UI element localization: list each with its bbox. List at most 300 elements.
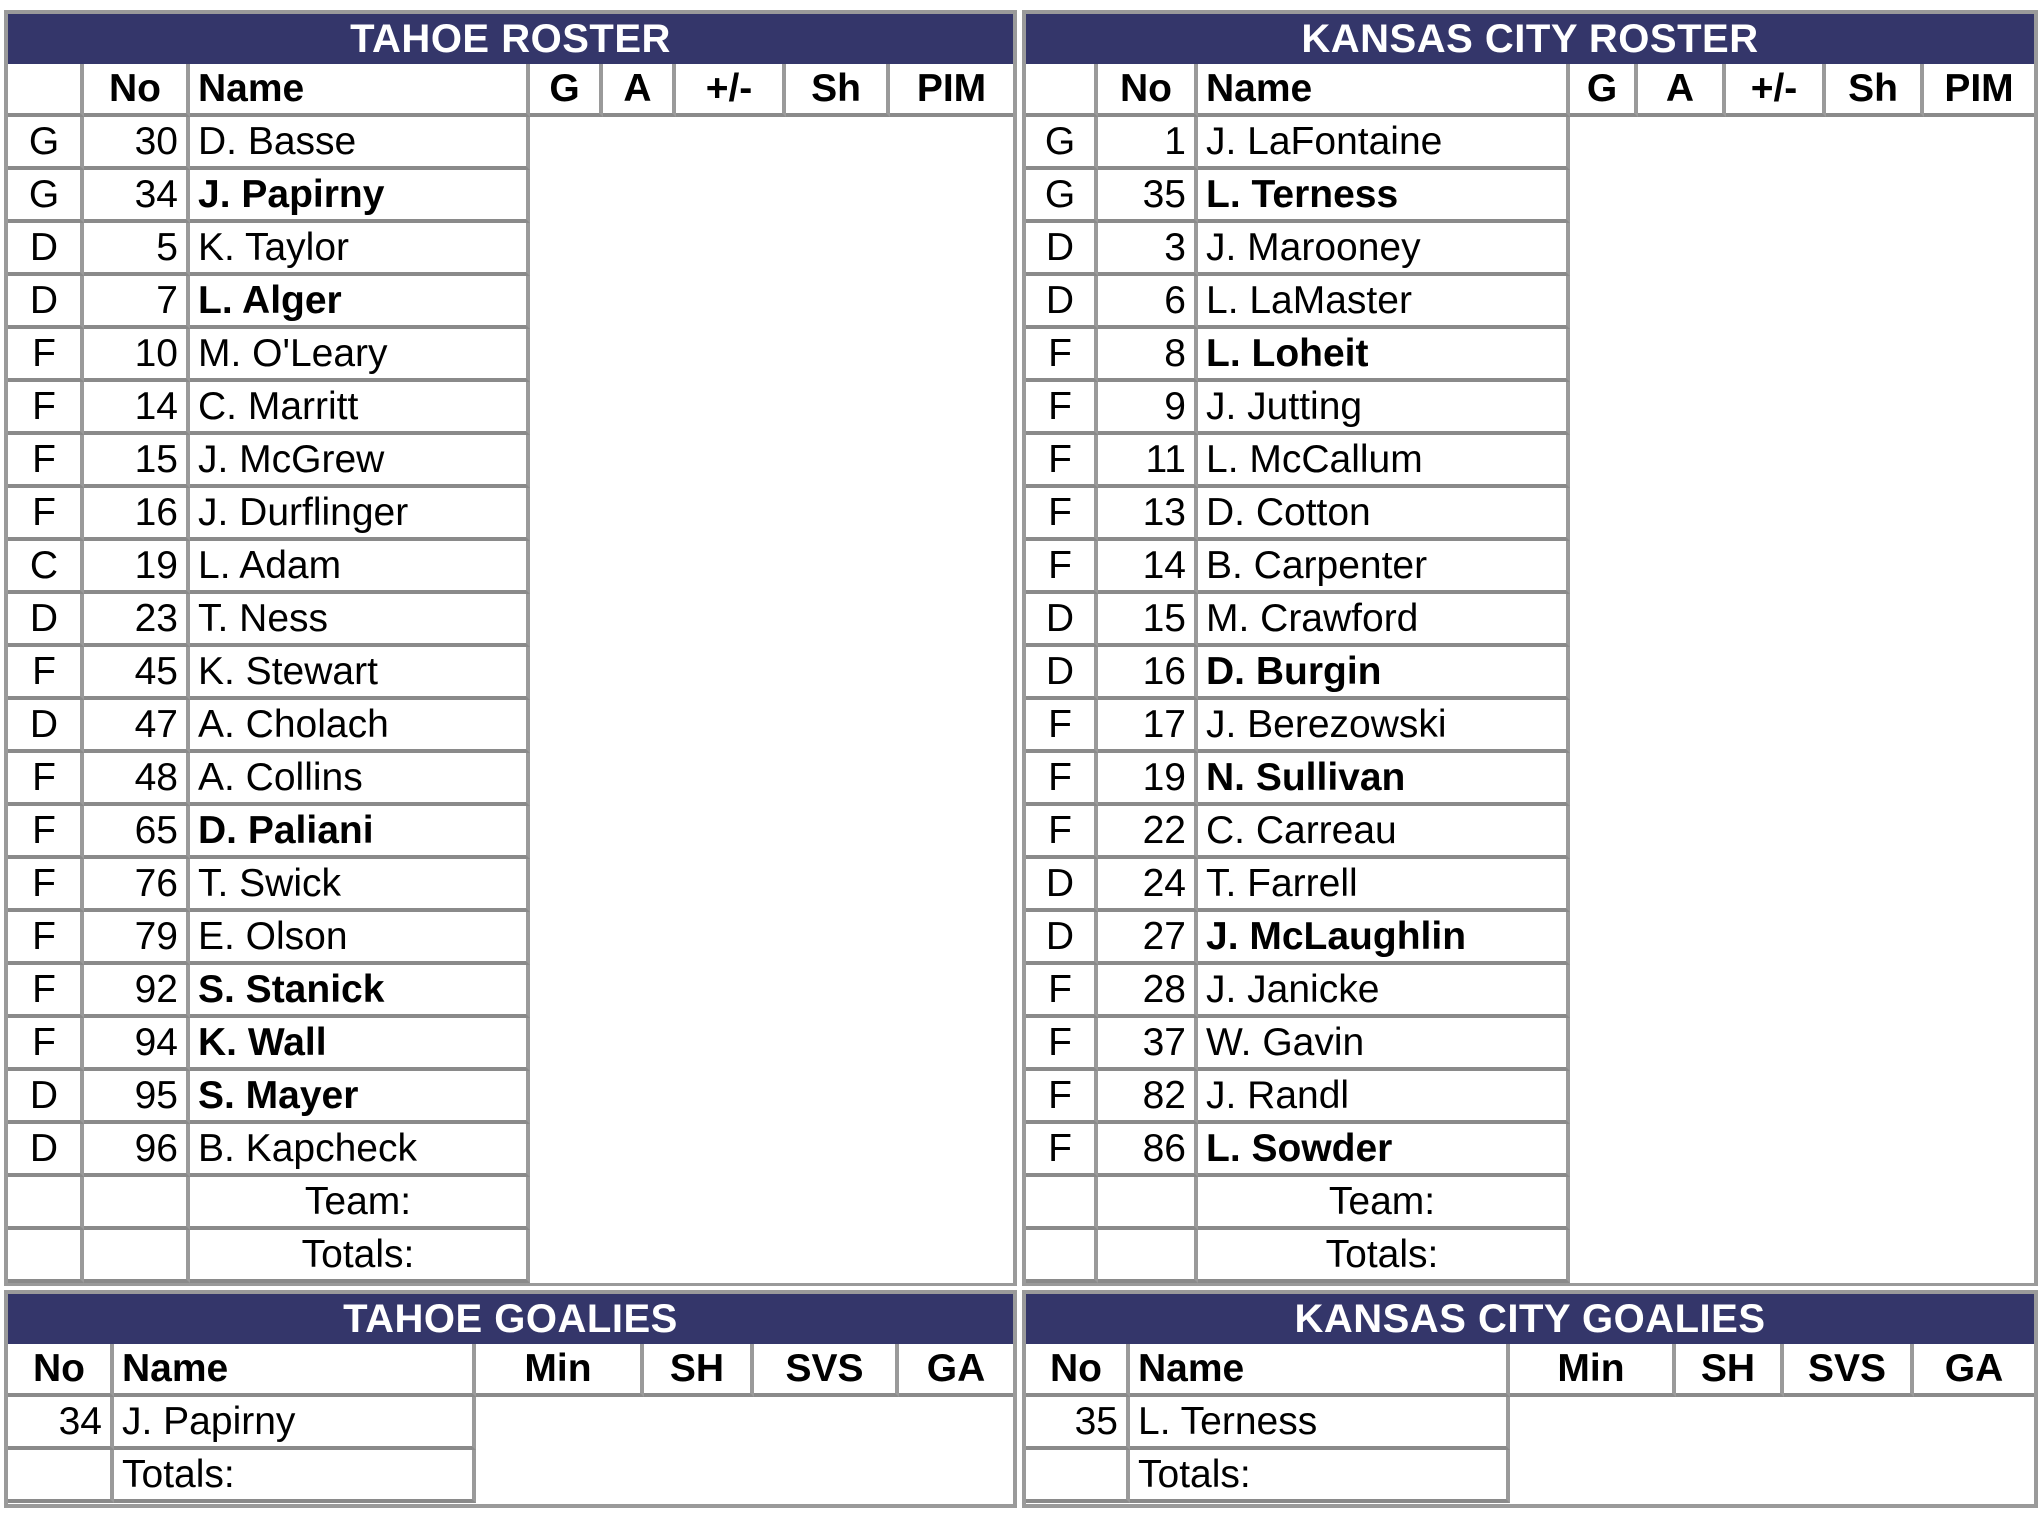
player-assists (603, 965, 676, 1018)
totals-row (8, 1230, 1013, 1283)
player-number: 24 (1098, 859, 1198, 912)
player-position: F (1026, 753, 1098, 806)
name-header: Name (1130, 1344, 1510, 1397)
saves-header: SVS (1784, 1344, 1914, 1397)
player-assists (1638, 382, 1726, 435)
player-shots (1826, 700, 1924, 753)
player-shots (786, 912, 890, 965)
player-assists (1638, 435, 1726, 488)
player-pim (890, 700, 1013, 753)
player-plus-minus (1726, 541, 1826, 594)
player-position: G (8, 170, 84, 223)
player-position: F (8, 488, 84, 541)
player-number: 23 (84, 594, 190, 647)
totals-label: Totals: (1130, 1450, 1510, 1503)
totals-shots (1676, 1450, 1784, 1503)
player-name: J. Randl (1198, 1071, 1570, 1124)
player-number: 8 (1098, 329, 1198, 382)
totals-goals (1570, 1230, 1638, 1283)
player-assists (603, 170, 676, 223)
tahoe-goalies-panel (4, 1290, 1017, 1508)
player-row (8, 435, 1013, 488)
player-plus-minus (676, 488, 786, 541)
pos-header (1026, 64, 1098, 117)
kc-roster-table (1026, 64, 2034, 1283)
player-position: F (1026, 700, 1098, 753)
kc-goalies-panel (1022, 1290, 2038, 1508)
player-number: 13 (1098, 488, 1198, 541)
player-shots (1826, 276, 1924, 329)
player-plus-minus (676, 594, 786, 647)
player-shots (1826, 117, 1924, 170)
player-goals (530, 594, 603, 647)
player-number: 92 (84, 965, 190, 1018)
name-header: Name (114, 1344, 476, 1397)
player-goals (530, 1071, 603, 1124)
no-header: No (1026, 1344, 1130, 1397)
kc-goalies-title: KANSAS CITY GOALIES (1026, 1294, 2034, 1344)
goalie-goals-against (899, 1397, 1013, 1450)
player-plus-minus (1726, 859, 1826, 912)
name-header: Name (1198, 64, 1570, 117)
player-shots (1826, 912, 1924, 965)
player-goals (530, 117, 603, 170)
player-shots (1826, 541, 1924, 594)
player-assists (603, 329, 676, 382)
empty-cell (1026, 1230, 1098, 1283)
player-name: K. Wall (190, 1018, 530, 1071)
player-pim (890, 382, 1013, 435)
player-name: C. Marritt (190, 382, 530, 435)
player-shots (786, 1018, 890, 1071)
assists-header: A (603, 64, 676, 117)
goalie-totals-row (1026, 1450, 2034, 1503)
player-name: C. Carreau (1198, 806, 1570, 859)
team-shots (1826, 1177, 1924, 1230)
goalie-totals-row (8, 1450, 1013, 1503)
player-number: 15 (1098, 594, 1198, 647)
totals-label: Totals: (190, 1230, 530, 1283)
no-header: No (8, 1344, 114, 1397)
player-goals (1570, 329, 1638, 382)
player-position: F (1026, 329, 1098, 382)
player-shots (786, 276, 890, 329)
minutes-header: Min (1510, 1344, 1676, 1397)
team-assists (1638, 1177, 1726, 1230)
player-goals (530, 223, 603, 276)
player-pim (890, 753, 1013, 806)
player-number: 47 (84, 700, 190, 753)
goalie-number: 34 (8, 1397, 114, 1450)
player-goals (1570, 276, 1638, 329)
player-goals (1570, 912, 1638, 965)
player-name: M. O'Leary (190, 329, 530, 382)
player-plus-minus (1726, 329, 1826, 382)
player-number: 22 (1098, 806, 1198, 859)
player-position: F (1026, 1124, 1098, 1177)
player-number: 19 (84, 541, 190, 594)
tahoe-roster-header-row (8, 64, 1013, 117)
player-goals (1570, 382, 1638, 435)
player-number: 7 (84, 276, 190, 329)
player-shots (1826, 1071, 1924, 1124)
player-row (8, 382, 1013, 435)
player-assists (603, 276, 676, 329)
player-plus-minus (676, 117, 786, 170)
player-plus-minus (1726, 594, 1826, 647)
goals-header: G (1570, 64, 1638, 117)
player-position: F (8, 912, 84, 965)
player-plus-minus (676, 329, 786, 382)
player-name: J. Berezowski (1198, 700, 1570, 753)
player-position: D (8, 276, 84, 329)
team-plus-minus (1726, 1177, 1826, 1230)
player-name: D. Cotton (1198, 488, 1570, 541)
player-name: J. McGrew (190, 435, 530, 488)
player-name: T. Swick (190, 859, 530, 912)
tahoe-goalies-header-row (8, 1344, 1013, 1397)
player-assists (603, 541, 676, 594)
player-shots (786, 1124, 890, 1177)
player-pim (1924, 117, 2034, 170)
player-plus-minus (676, 912, 786, 965)
player-assists (1638, 276, 1726, 329)
goalie-number: 35 (1026, 1397, 1130, 1450)
player-number: 95 (84, 1071, 190, 1124)
player-shots (1826, 594, 1924, 647)
kc-goalies-table (1026, 1344, 2034, 1503)
player-shots (786, 594, 890, 647)
player-position: F (1026, 1071, 1098, 1124)
goals-against-header: GA (899, 1344, 1013, 1397)
player-goals (1570, 170, 1638, 223)
player-number: 9 (1098, 382, 1198, 435)
player-plus-minus (1726, 753, 1826, 806)
player-plus-minus (676, 700, 786, 753)
player-assists (1638, 806, 1726, 859)
empty-cell (84, 1230, 190, 1283)
player-name: D. Basse (190, 117, 530, 170)
player-name: A. Collins (190, 753, 530, 806)
player-assists (603, 1124, 676, 1177)
player-shots (1826, 435, 1924, 488)
player-plus-minus (676, 806, 786, 859)
player-number: 65 (84, 806, 190, 859)
kc-roster-header-row (1026, 64, 2034, 117)
player-row (8, 1071, 1013, 1124)
shots-header: SH (1676, 1344, 1784, 1397)
minutes-header: Min (476, 1344, 644, 1397)
goalie-shots (1676, 1397, 1784, 1450)
player-position: F (8, 647, 84, 700)
player-number: 76 (84, 859, 190, 912)
player-number: 48 (84, 753, 190, 806)
player-row (1026, 1124, 2034, 1177)
player-pim (890, 965, 1013, 1018)
player-position: D (1026, 276, 1098, 329)
player-pim (1924, 488, 2034, 541)
player-assists (603, 223, 676, 276)
player-row (1026, 488, 2034, 541)
player-goals (1570, 753, 1638, 806)
player-row (1026, 700, 2034, 753)
player-plus-minus (676, 965, 786, 1018)
player-plus-minus (676, 382, 786, 435)
player-pim (890, 435, 1013, 488)
player-pim (890, 488, 1013, 541)
player-row (1026, 859, 2034, 912)
player-plus-minus (676, 435, 786, 488)
player-name: D. Burgin (1198, 647, 1570, 700)
player-name: L. Alger (190, 276, 530, 329)
player-assists (603, 912, 676, 965)
player-row (1026, 806, 2034, 859)
player-number: 16 (1098, 647, 1198, 700)
player-number: 79 (84, 912, 190, 965)
player-name: E. Olson (190, 912, 530, 965)
player-position: D (1026, 223, 1098, 276)
player-position: F (1026, 435, 1098, 488)
player-plus-minus (1726, 276, 1826, 329)
empty-cell (8, 1177, 84, 1230)
kc-goalies-header-row (1026, 1344, 2034, 1397)
player-pim (1924, 329, 2034, 382)
player-shots (1826, 382, 1924, 435)
goalie-goals-against (1914, 1397, 2034, 1450)
player-name: T. Ness (190, 594, 530, 647)
player-row (8, 223, 1013, 276)
no-header: No (84, 64, 190, 117)
player-pim (890, 276, 1013, 329)
player-assists (603, 806, 676, 859)
player-row (8, 170, 1013, 223)
player-assists (1638, 647, 1726, 700)
player-number: 34 (84, 170, 190, 223)
goalie-shots (644, 1397, 754, 1450)
player-name: M. Crawford (1198, 594, 1570, 647)
totals-label: Totals: (1198, 1230, 1570, 1283)
player-name: S. Mayer (190, 1071, 530, 1124)
player-position: D (1026, 912, 1098, 965)
player-goals (530, 170, 603, 223)
player-goals (530, 541, 603, 594)
player-pim (1924, 647, 2034, 700)
team-goals (1570, 1177, 1638, 1230)
player-plus-minus (1726, 965, 1826, 1018)
player-row (8, 912, 1013, 965)
player-assists (1638, 965, 1726, 1018)
player-row (1026, 117, 2034, 170)
player-name: T. Farrell (1198, 859, 1570, 912)
totals-minutes (1510, 1450, 1676, 1503)
player-row (1026, 912, 2034, 965)
player-number: 27 (1098, 912, 1198, 965)
player-number: 14 (1098, 541, 1198, 594)
player-position: D (1026, 594, 1098, 647)
player-row (8, 806, 1013, 859)
player-number: 3 (1098, 223, 1198, 276)
player-assists (1638, 859, 1726, 912)
player-position: F (8, 435, 84, 488)
totals-saves (1784, 1450, 1914, 1503)
player-assists (603, 753, 676, 806)
player-pim (890, 223, 1013, 276)
player-position: F (1026, 541, 1098, 594)
shots-header: Sh (786, 64, 890, 117)
player-position: D (1026, 859, 1098, 912)
player-name: L. McCallum (1198, 435, 1570, 488)
player-position: F (8, 965, 84, 1018)
totals-goals (530, 1230, 603, 1283)
player-row (1026, 276, 2034, 329)
totals-saves (754, 1450, 899, 1503)
player-position: D (8, 700, 84, 753)
player-goals (530, 435, 603, 488)
player-goals (1570, 117, 1638, 170)
team-assists (603, 1177, 676, 1230)
player-row (1026, 170, 2034, 223)
player-pim (1924, 435, 2034, 488)
player-goals (1570, 1018, 1638, 1071)
team-label: Team: (1198, 1177, 1570, 1230)
player-number: 16 (84, 488, 190, 541)
player-name: L. Loheit (1198, 329, 1570, 382)
player-row (1026, 435, 2034, 488)
player-name: L. Adam (190, 541, 530, 594)
player-goals (530, 488, 603, 541)
player-goals (530, 647, 603, 700)
player-plus-minus (1726, 435, 1826, 488)
player-row (1026, 753, 2034, 806)
player-plus-minus (676, 753, 786, 806)
player-row (8, 859, 1013, 912)
player-goals (530, 276, 603, 329)
player-row (1026, 329, 2034, 382)
player-assists (603, 488, 676, 541)
empty-cell (1026, 1177, 1098, 1230)
player-row (1026, 223, 2034, 276)
player-assists (603, 1071, 676, 1124)
empty-cell (1026, 1450, 1130, 1503)
player-goals (530, 382, 603, 435)
pim-header: PIM (890, 64, 1013, 117)
player-number: 37 (1098, 1018, 1198, 1071)
player-row (1026, 594, 2034, 647)
player-assists (1638, 1071, 1726, 1124)
player-name: N. Sullivan (1198, 753, 1570, 806)
player-pim (890, 1018, 1013, 1071)
totals-label: Totals: (114, 1450, 476, 1503)
name-header: Name (190, 64, 530, 117)
player-name: L. Sowder (1198, 1124, 1570, 1177)
player-assists (1638, 1124, 1726, 1177)
player-plus-minus (1726, 223, 1826, 276)
player-shots (1826, 488, 1924, 541)
player-position: F (1026, 1018, 1098, 1071)
team-row (1026, 1177, 2034, 1230)
player-row (8, 117, 1013, 170)
player-goals (1570, 1124, 1638, 1177)
player-row (8, 276, 1013, 329)
player-row (8, 1124, 1013, 1177)
saves-header: SVS (754, 1344, 899, 1397)
empty-cell (84, 1177, 190, 1230)
player-plus-minus (676, 170, 786, 223)
goalie-name: J. Papirny (114, 1397, 476, 1450)
player-goals (1570, 541, 1638, 594)
player-shots (1826, 1124, 1924, 1177)
player-name: J. LaFontaine (1198, 117, 1570, 170)
kc-roster-panel (1022, 10, 2038, 1286)
player-name: S. Stanick (190, 965, 530, 1018)
player-plus-minus (1726, 806, 1826, 859)
player-row (1026, 647, 2034, 700)
player-assists (603, 594, 676, 647)
player-plus-minus (1726, 912, 1826, 965)
player-name: L. Terness (1198, 170, 1570, 223)
player-name: J. Durflinger (190, 488, 530, 541)
player-goals (1570, 488, 1638, 541)
player-shots (786, 117, 890, 170)
player-number: 82 (1098, 1071, 1198, 1124)
player-pim (1924, 806, 2034, 859)
player-assists (603, 117, 676, 170)
player-row (8, 541, 1013, 594)
player-goals (1570, 594, 1638, 647)
player-pim (1924, 541, 2034, 594)
player-row (8, 488, 1013, 541)
player-row (8, 965, 1013, 1018)
player-assists (1638, 541, 1726, 594)
player-row (8, 1018, 1013, 1071)
player-plus-minus (676, 859, 786, 912)
player-assists (1638, 1018, 1726, 1071)
pos-header (8, 64, 84, 117)
player-pim (1924, 1071, 2034, 1124)
player-assists (603, 382, 676, 435)
player-number: 28 (1098, 965, 1198, 1018)
player-pim (1924, 912, 2034, 965)
player-name: K. Taylor (190, 223, 530, 276)
player-number: 15 (84, 435, 190, 488)
player-pim (1924, 753, 2034, 806)
player-plus-minus (676, 541, 786, 594)
totals-plus-minus (1726, 1230, 1826, 1283)
player-shots (1826, 806, 1924, 859)
player-shots (1826, 223, 1924, 276)
player-goals (530, 806, 603, 859)
player-number: 11 (1098, 435, 1198, 488)
player-row (8, 329, 1013, 382)
player-shots (1826, 965, 1924, 1018)
player-goals (1570, 647, 1638, 700)
tahoe-goalies-table (8, 1344, 1013, 1503)
player-pim (890, 859, 1013, 912)
player-shots (786, 753, 890, 806)
player-shots (786, 1071, 890, 1124)
player-position: F (1026, 488, 1098, 541)
player-pim (890, 912, 1013, 965)
totals-assists (603, 1230, 676, 1283)
player-shots (1826, 753, 1924, 806)
player-pim (890, 329, 1013, 382)
player-position: C (8, 541, 84, 594)
player-shots (1826, 859, 1924, 912)
player-assists (1638, 329, 1726, 382)
player-plus-minus (1726, 170, 1826, 223)
player-goals (530, 912, 603, 965)
player-name: J. Marooney (1198, 223, 1570, 276)
